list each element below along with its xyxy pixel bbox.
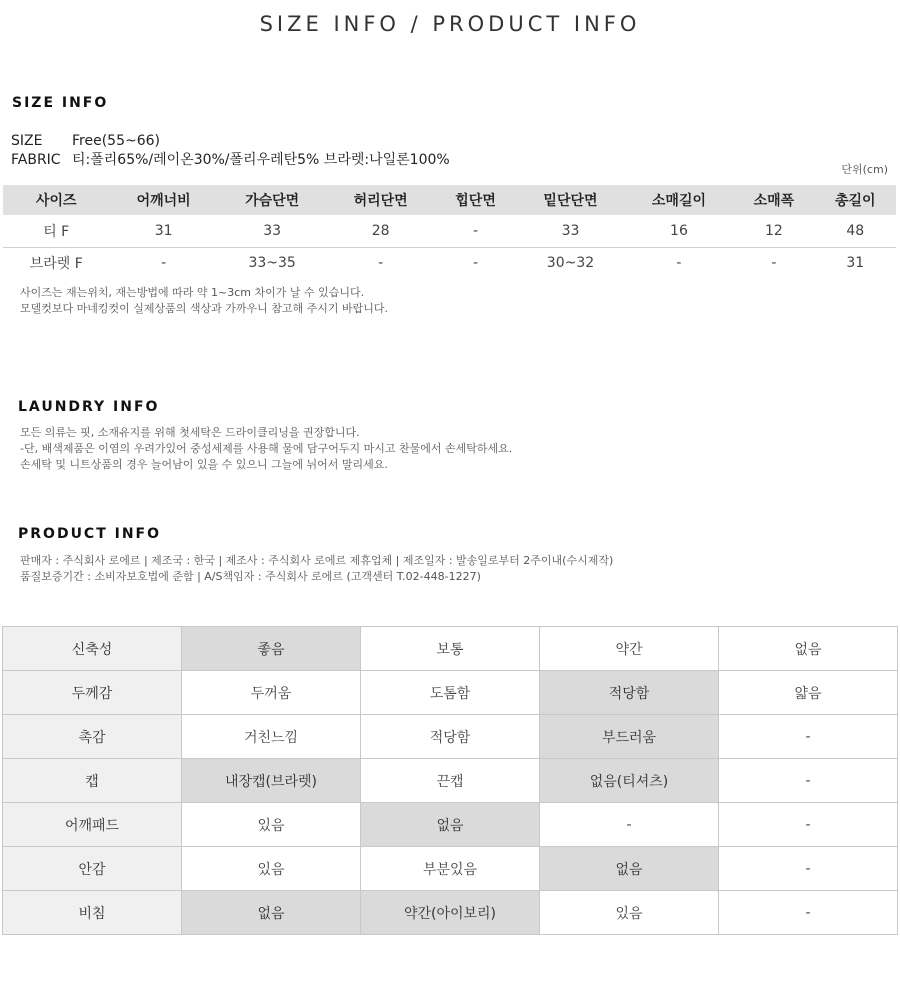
attribute-name: 신축성 [3, 627, 182, 671]
attribute-option: - [719, 759, 898, 803]
attribute-row [3, 759, 898, 803]
attribute-row [3, 715, 898, 759]
attribute-option: 두꺼움 [182, 671, 361, 715]
size-notes [20, 285, 388, 317]
size-table-header-row [3, 185, 896, 215]
size-info-heading: SIZE INFO [12, 95, 109, 111]
attribute-option: 내장캡(브라렛) [182, 759, 361, 803]
unit-note: 단위(cm) [841, 163, 888, 176]
attribute-row [3, 671, 898, 715]
attribute-option: 없음 [719, 627, 898, 671]
attribute-option: 거친느낌 [182, 715, 361, 759]
attribute-name: 캡 [3, 759, 182, 803]
table-cell: - [378, 255, 384, 272]
laundry-note: 모든 의류는 핏, 소재유지를 위해 첫세탁은 드라이클리닝을 권장합니다. [20, 426, 360, 439]
product-note: 판매자 : 주식회사 로에르 | 제조국 : 한국 | 제조사 : 주식회사 로에르 제휴업체 | 제조일자 : 발송일로부터 2주이내(수시제작) [20, 554, 614, 567]
attribute-table [2, 626, 898, 935]
attribute-option: - [719, 715, 898, 759]
attribute-option: - [719, 891, 898, 935]
table-cell: 33 [218, 215, 326, 247]
size-table-header: 밑단단면 [516, 185, 624, 215]
laundry-notes [20, 425, 512, 473]
attribute-name: 어깨패드 [3, 803, 182, 847]
table-row [3, 215, 896, 247]
size-table-header: 사이즈 [3, 185, 109, 215]
table-cell: 30~32 [546, 255, 595, 272]
attribute-option: 약간 [540, 627, 719, 671]
attribute-option: 있음 [182, 847, 361, 891]
fabric-spec-line [11, 149, 450, 169]
size-spec-line [11, 133, 160, 149]
size-value: Free(55~66) [72, 133, 160, 149]
table-row [3, 247, 896, 279]
attribute-option: 끈캡 [361, 759, 540, 803]
attribute-option: 없음 [540, 847, 719, 891]
size-note: 사이즈는 재는위치, 재는방법에 따라 약 1~3cm 차이가 날 수 있습니다. [20, 286, 365, 299]
fabric-value: 티:폴리65%/레이온30%/폴리우레탄5% 브라렛:나일론100% [72, 152, 450, 168]
table-cell: 28 [326, 215, 434, 247]
table-cell: 31 [109, 215, 217, 247]
table-cell: 33~35 [248, 255, 296, 272]
attribute-option: 적당함 [361, 715, 540, 759]
table-cell: 33 [516, 215, 624, 247]
attribute-option: 없음 [182, 891, 361, 935]
attribute-option: 약간(아이보리) [361, 891, 540, 935]
laundry-note: 손세탁 및 니트상품의 경우 늘어남이 있을 수 있으니 그늘에 뉘어서 말리세요. [20, 458, 388, 471]
size-label: SIZE [11, 133, 43, 149]
attribute-option: 부드러움 [540, 715, 719, 759]
size-table-header: 소매폭 [733, 185, 814, 215]
attribute-row [3, 803, 898, 847]
attribute-option: 있음 [540, 891, 719, 935]
table-cell: - [771, 255, 777, 272]
attribute-option: 도톰함 [361, 671, 540, 715]
fabric-label: FABRIC [11, 152, 61, 168]
table-cell: - [676, 255, 682, 272]
attribute-option: 좋음 [182, 627, 361, 671]
attribute-option: 없음 [361, 803, 540, 847]
attribute-row [3, 847, 898, 891]
attribute-option: 부분있음 [361, 847, 540, 891]
product-note: 품질보증기간 : 소비자보호법에 준함 | A/S책임자 : 주식회사 로에르 (고객센터 T.02-448-1227) [20, 570, 481, 583]
page-title: SIZE INFO / PRODUCT INFO [259, 12, 641, 36]
product-info-heading: PRODUCT INFO [18, 526, 162, 542]
table-cell: 31 [846, 255, 865, 272]
table-cell: 브라렛 F [29, 256, 83, 273]
size-table-header: 어깨너비 [109, 185, 217, 215]
table-cell: 티 F [3, 215, 109, 247]
size-note: 모델컷보다 마네킹컷이 실제상품의 색상과 가까우니 참고해 주시기 바랍니다. [20, 302, 389, 315]
attribute-name: 안감 [3, 847, 182, 891]
attribute-option: - [719, 847, 898, 891]
attribute-option: - [540, 803, 719, 847]
attribute-name: 촉감 [3, 715, 182, 759]
size-table [3, 185, 896, 279]
table-cell: 16 [625, 215, 733, 247]
attribute-name: 두께감 [3, 671, 182, 715]
size-table-header: 가슴단면 [218, 185, 326, 215]
product-notes [20, 553, 613, 585]
table-cell: 48 [815, 215, 896, 247]
table-cell: 12 [733, 215, 814, 247]
table-cell: - [473, 255, 479, 272]
attribute-option: - [719, 803, 898, 847]
attribute-row [3, 627, 898, 671]
attribute-option: 있음 [182, 803, 361, 847]
attribute-option: 없음(티셔츠) [540, 759, 719, 803]
attribute-option: 보통 [361, 627, 540, 671]
laundry-note: -단, 배색제품은 이염의 우려가있어 중성세제를 사용해 물에 담구어두지 마시고 찬물에서 손세탁하세요. [20, 442, 513, 455]
size-table-header: 소매길이 [625, 185, 733, 215]
table-cell: - [161, 255, 167, 272]
size-table-header: 총길이 [815, 185, 896, 215]
attribute-row [3, 891, 898, 935]
size-table-header: 힙단면 [435, 185, 516, 215]
attribute-option: 적당함 [540, 671, 719, 715]
attribute-option: 얇음 [719, 671, 898, 715]
size-table-header: 허리단면 [326, 185, 434, 215]
table-cell: - [435, 215, 516, 247]
laundry-info-heading: LAUNDRY INFO [18, 399, 160, 415]
attribute-name: 비침 [3, 891, 182, 935]
